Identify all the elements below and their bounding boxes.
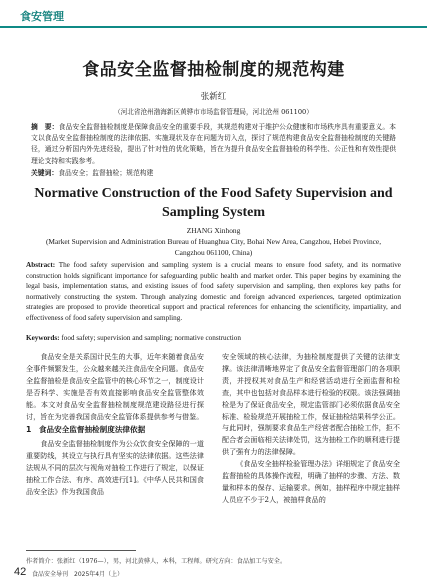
english-keywords-text: food safety; supervision and sampling; normative construction xyxy=(61,334,241,342)
sampling-regulation-paragraph: 《食品安全抽样检验管理办法》详细规定了食品安全监督抽检的具体操作流程，明确了抽样的步骤、方法、数量和样本的保存、运输要求。例如，抽样程序中规定抽样人员应不少于2人，被抽样食品的 xyxy=(222,459,400,504)
english-affiliation-line2: Cangzhou 061100, China) xyxy=(174,248,253,257)
english-keywords xyxy=(26,334,401,342)
english-title xyxy=(0,184,427,222)
intro-paragraph: 食品安全是关系国计民生的大事，近年来随着食品安全事件频繁发生，公众越来越关注食品安全问题。食品安全监督抽检是食品安全监管中的核心环节之一，制度设计是否科学、实施是否有效直接影响食品安全监管整体效能。本文对食品安全监督抽检制度规范建设路径进行探讨，旨在为完善我国食品安全监管体系提供参考与借鉴。 xyxy=(26,352,204,421)
chinese-abstract xyxy=(31,122,396,167)
chinese-author: 张新红 xyxy=(200,92,227,102)
english-author: ZHANG Xinhong xyxy=(186,226,241,235)
body-column-right xyxy=(222,351,400,506)
page-number: 42 xyxy=(14,566,27,578)
english-abstract xyxy=(26,260,401,324)
chinese-title: 食品安全监督抽检制度的规范构建 xyxy=(82,60,345,80)
english-abstract-text: The food safety supervision and sampling system is a crucial means to ensure food safety, and its normative construction holds significant importance for safeguarding public health and market order. This paper begins by examining the legal basis, implementation status, and existing issues of food safety supervision and sampling, then explores key paths for normatively constructing the system. Through analyzing domestic and foreign advanced experiences, targeted optimization strategies are proposed to provide theoretical support and practical references for enhancing the scientificity, impartiality, and effectiveness of food safety supervision and sampling. xyxy=(26,261,401,322)
chinese-keywords-label: 关键词： xyxy=(31,169,59,177)
chinese-keywords-text: 食品安全；监督抽检；规范构建 xyxy=(58,169,154,177)
chinese-keywords xyxy=(31,167,396,177)
english-title-line1: Normative Construction of the Food Safety Supervision and xyxy=(34,186,393,201)
section-label: 食安管理 xyxy=(12,8,72,26)
chinese-affiliation: （河北省沧州渤海新区黄骅市市场监督管理局，河北沧州 061100） xyxy=(114,108,313,116)
chinese-abstract-label: 摘 要： xyxy=(31,123,59,131)
section-1-paragraph: 食品安全监督抽检制度作为公众饮食安全保障的一道重要防线，其设立与执行具有坚实的法律依据。这些法律法规从不同的层次与视角对抽检工作进行了规定，以保证抽检工作合法、有序、高效进行[1]。《中华人民共和国食品安全法》作为我国食品 xyxy=(26,439,204,497)
english-title-line2: Sampling System xyxy=(161,205,266,220)
section-1-paragraph-continued: 安全领域的核心法律，为抽检制度提供了关键的法律支撑。该法律清晰地界定了食品安全监督管理部门的各项职责，并授权其对食品生产和经营活动进行全面监督和检查，其中也包括对食品样本进行检验的权限。该法强调抽检是为了保证食品安全，规定监管部门必须依据食品安全标准、检验规范开展抽检工作，保证抽检结果科学公正。与此同时，强制要求食品生产经营者配合抽检工作，拒不配合者会面临相关法律处罚，这为抽检工作的顺利进行提供了强有力的法律保障。 xyxy=(222,352,400,457)
english-affiliation-line1: (Market Supervision and Administration Bureau of Huanghua City, Bohai New Area, Cangzhou, Hebei Province, xyxy=(45,237,382,246)
journal-name: 食品安全导刊 2025年4月（上） xyxy=(32,571,124,578)
english-abstract-label: Abstract: xyxy=(26,261,56,269)
footnote-divider xyxy=(26,550,136,551)
body-column-left xyxy=(26,351,204,498)
section-heading-1: 1 食品安全监督抽检制度法律依据 xyxy=(26,425,146,435)
author-footnote: 作者简介：张新红（1976—），男，河北黄骅人，本科，工程师。研究方向：食品加工与安全。 xyxy=(26,558,287,565)
section-header xyxy=(0,8,427,28)
chinese-abstract-text: 食品安全监督抽检制度是保障食品安全的重要手段，其规范构建对于维护公众健康和市场秩序具有重要意义。本文以食品安全监督抽检制度的法律依据、实施现状及存在问题为切入点，探讨了规范构建食品安全监督抽检制度的关键路径，通过分析国内外先进经验，提出了针对性的优化策略，旨在为提升食品安全监督抽检的科学性、公正性和有效性提供理论支持和实践参考。 xyxy=(31,123,397,165)
english-keywords-label: Keywords: xyxy=(26,334,60,342)
